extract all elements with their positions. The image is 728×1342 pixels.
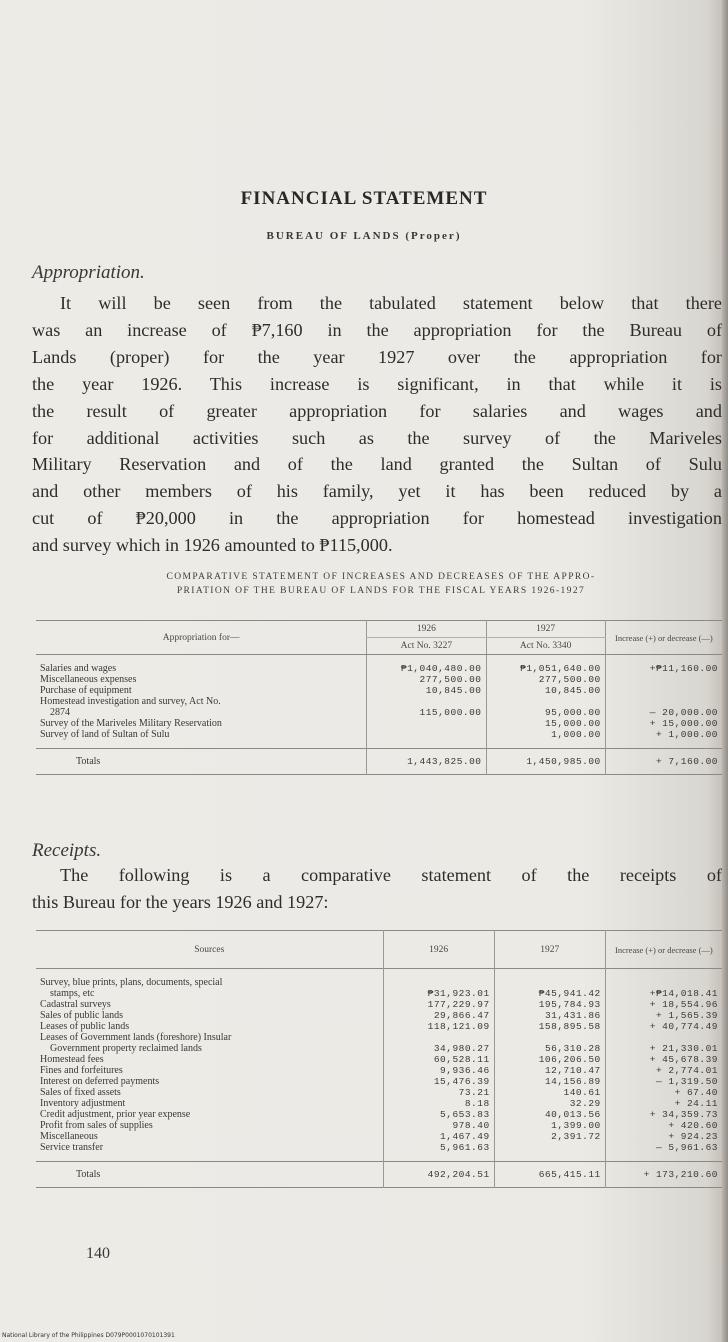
table1-totals-label: Totals <box>76 755 101 767</box>
row-value-v1926: 5,961.63 <box>383 1142 494 1153</box>
paragraph-line: and other members of his family, yet it has been reduced by a <box>32 481 722 502</box>
paragraph-line: It will be seen from the tabulated statement below that there <box>60 293 722 313</box>
row-value-v1926: 978.40 <box>383 1120 494 1131</box>
table-row <box>36 1087 722 1098</box>
row-value-change: + 24.11 <box>605 1098 722 1109</box>
row-value-v1926: 177,229.97 <box>383 999 494 1010</box>
row-value-change: +₱11,160.00 <box>605 655 722 675</box>
scan-footer: National Library of the Philippines D079P0001070101391 <box>2 1332 175 1339</box>
table2-col-1926: 1926 <box>383 931 494 969</box>
row-value-v1926: 277,500.00 <box>367 674 486 685</box>
spacer-cell <box>605 1153 722 1161</box>
table-row <box>36 969 722 989</box>
row-label: Interest on deferred payments <box>40 1076 160 1087</box>
row-value-change <box>605 969 722 989</box>
table-row <box>36 729 722 740</box>
table2-totals-change: + 173,210.60 <box>605 1161 722 1187</box>
row-value-v1927: 1,000.00 <box>486 729 605 740</box>
row-label: Salaries and wages <box>40 663 117 674</box>
table1-caption-line2: PRIATION OF THE BUREAU OF LANDS FOR THE FISCAL YEARS 1926-1927 <box>176 586 586 596</box>
table2-col-1927: 1927 <box>494 931 605 969</box>
table2-body <box>36 969 722 1162</box>
table-row <box>36 1010 722 1021</box>
row-value-change: + 18,554.96 <box>605 999 722 1010</box>
receipts-paragraph <box>32 862 722 916</box>
table-row <box>36 1065 722 1076</box>
table1-col-label: Appropriation for— <box>36 621 367 655</box>
table-row <box>36 1076 722 1087</box>
row-value-v1927 <box>494 969 605 989</box>
row-label: Survey of the Mariveles Military Reservation <box>40 718 222 729</box>
row-value-change: + 21,330.01 <box>605 1043 722 1054</box>
receipts-table <box>36 930 722 1188</box>
page-number: 140 <box>86 1245 110 1262</box>
table-row <box>36 999 722 1010</box>
row-value-v1927: 2,391.72 <box>494 1131 605 1142</box>
document-subtitle: BUREAU OF LANDS (Proper) <box>266 230 462 242</box>
table-row <box>36 1131 722 1142</box>
row-value-change: — 20,000.00 <box>605 707 722 718</box>
row-label: Leases of Government lands (foreshore) Insular <box>40 1032 232 1043</box>
row-label: Survey of land of Sultan of Sulu <box>40 729 170 740</box>
row-value-v1926: 15,476.39 <box>383 1076 494 1087</box>
row-value-v1926: 60,528.11 <box>383 1054 494 1065</box>
table-row <box>36 1142 722 1153</box>
table2-col-label: Sources <box>194 944 225 955</box>
row-value-v1927: 195,784.93 <box>494 999 605 1010</box>
table2-totals-label: Totals <box>76 1168 101 1180</box>
table-row <box>36 1043 722 1054</box>
row-value-v1926 <box>383 969 494 989</box>
spacer-cell <box>494 1153 605 1161</box>
table2-totals-1926: 492,204.51 <box>383 1161 494 1187</box>
table2-totals-1927: 665,415.11 <box>494 1161 605 1187</box>
row-value-change: + 40,774.49 <box>605 1021 722 1032</box>
appropriation-table <box>36 620 722 775</box>
row-value-change: + 34,359.73 <box>605 1109 722 1120</box>
paragraph-line: The following is a comparative statement of the receipts of <box>60 865 722 885</box>
row-value-v1926: 115,000.00 <box>367 707 486 718</box>
table-bottom-spacer <box>36 1153 722 1161</box>
row-label: Survey, blue prints, plans, documents, special <box>40 977 223 988</box>
row-label: Profit from sales of supplies <box>40 1120 153 1131</box>
row-value-v1927: 40,013.56 <box>494 1109 605 1120</box>
row-value-v1927: 1,399.00 <box>494 1120 605 1131</box>
row-value-v1927: 14,156.89 <box>494 1076 605 1087</box>
paragraph-line: the result of greater appropriation for salaries and wages and <box>32 400 722 421</box>
row-value-v1927: 106,206.50 <box>494 1054 605 1065</box>
table1-body <box>36 655 722 749</box>
row-value-v1927 <box>486 696 605 707</box>
row-value-change <box>605 696 722 707</box>
row-value-v1927: 12,710.47 <box>494 1065 605 1076</box>
table1-totals-change: + 7,160.00 <box>605 748 722 774</box>
row-value-v1927: 15,000.00 <box>486 718 605 729</box>
row-label: Purchase of equipment <box>40 685 132 696</box>
paragraph-line: Lands (proper) for the year 1927 over the appropriation for <box>32 346 722 367</box>
spacer-cell <box>36 1153 383 1161</box>
spacer-cell <box>367 740 486 748</box>
paragraph-line: for additional activities such as the survey of the Mariveles <box>32 427 722 448</box>
row-value-change: + 924.23 <box>605 1131 722 1142</box>
receipts-heading: Receipts. <box>32 840 102 861</box>
table1-caption-line1: COMPARATIVE STATEMENT OF INCREASES AND DECREASES OF THE APPRO- <box>166 572 596 582</box>
row-value-change: + 67.40 <box>605 1087 722 1098</box>
row-label: Government property reclaimed lands <box>50 1043 202 1054</box>
table-row <box>36 674 722 685</box>
paragraph-line: the year 1926. This increase is significant, in that while it is <box>32 373 722 394</box>
row-value-v1927: 158,895.58 <box>494 1021 605 1032</box>
paragraph-line: Military Reservation and of the land granted the Sultan of Sulu <box>32 454 722 475</box>
row-value-v1927: 32.29 <box>494 1098 605 1109</box>
row-value-v1927: ₱1,051,640.00 <box>486 655 605 675</box>
row-label: Miscellaneous <box>40 1131 98 1142</box>
row-value-v1927: 31,431.86 <box>494 1010 605 1021</box>
row-value-v1926 <box>367 729 486 740</box>
table1-col-1927: 1927 <box>486 621 605 638</box>
row-value-v1926 <box>383 1032 494 1043</box>
paragraph-line: was an increase of ₱7,160 in the appropriation for the Bureau of <box>32 319 722 340</box>
table-row <box>36 1054 722 1065</box>
row-value-change <box>605 685 722 696</box>
table2-col-change: Increase (+) or decrease (—) <box>605 931 722 969</box>
table-row <box>36 655 722 675</box>
row-label: Sales of public lands <box>40 1010 124 1021</box>
row-label: Homestead fees <box>40 1054 104 1065</box>
spacer-cell <box>36 740 367 748</box>
row-label: Fines and forfeitures <box>40 1065 123 1076</box>
row-value-v1926: ₱31,923.01 <box>383 988 494 999</box>
row-value-v1926: 1,467.49 <box>383 1131 494 1142</box>
row-value-v1926: ₱1,040,480.00 <box>367 655 486 675</box>
row-value-v1926: 9,936.46 <box>383 1065 494 1076</box>
table-row <box>36 1032 722 1043</box>
table-bottom-spacer <box>36 740 722 748</box>
table-row <box>36 1098 722 1109</box>
row-value-v1926: 118,121.09 <box>383 1021 494 1032</box>
appropriation-heading: Appropriation. <box>32 262 145 283</box>
row-value-change: + 45,678.39 <box>605 1054 722 1065</box>
row-value-v1927: 140.61 <box>494 1087 605 1098</box>
document-title: FINANCIAL STATEMENT <box>240 188 488 209</box>
row-value-change: — 1,319.50 <box>605 1076 722 1087</box>
row-value-change: + 420.60 <box>605 1120 722 1131</box>
spacer-cell <box>486 740 605 748</box>
row-value-v1926 <box>367 696 486 707</box>
table1-act-1926: Act No. 3227 <box>367 638 486 655</box>
row-label: Inventory adjustment <box>40 1098 126 1109</box>
table-row <box>36 1021 722 1032</box>
table1-act-1927: Act No. 3340 <box>486 638 605 655</box>
paragraph-line: cut of ₱20,000 in the appropriation for homestead investigation <box>32 508 722 529</box>
row-value-v1927 <box>494 1032 605 1043</box>
appropriation-paragraph <box>32 290 722 559</box>
row-value-v1926: 10,845.00 <box>367 685 486 696</box>
paragraph-line: this Bureau for the years 1926 and 1927: <box>32 891 329 912</box>
row-value-v1927 <box>494 1142 605 1153</box>
spacer-cell <box>383 1153 494 1161</box>
spacer-cell <box>605 740 722 748</box>
row-value-change: + 2,774.01 <box>605 1065 722 1076</box>
row-value-v1927: 56,310.28 <box>494 1043 605 1054</box>
row-value-v1927: ₱45,941.42 <box>494 988 605 999</box>
table1-totals-1926: 1,443,825.00 <box>367 748 486 774</box>
row-label: Homestead investigation and survey, Act No. <box>40 696 221 707</box>
row-value-v1927: 277,500.00 <box>486 674 605 685</box>
row-value-v1926: 73.21 <box>383 1087 494 1098</box>
row-value-change: + 1,000.00 <box>605 729 722 740</box>
row-value-change: +₱14,018.41 <box>605 988 722 999</box>
row-value-change: — 5,961.63 <box>605 1142 722 1153</box>
row-value-change <box>605 1032 722 1043</box>
row-label: Miscellaneous expenses <box>40 674 137 685</box>
row-value-v1926: 8.18 <box>383 1098 494 1109</box>
table-row <box>36 1109 722 1120</box>
row-value-change: + 15,000.00 <box>605 718 722 729</box>
table-row <box>36 685 722 696</box>
row-value-v1926 <box>367 718 486 729</box>
table-row <box>36 707 722 718</box>
row-label: stamps, etc <box>50 988 95 999</box>
table1-totals-1927: 1,450,985.00 <box>486 748 605 774</box>
table-row <box>36 696 722 707</box>
table-row <box>36 988 722 999</box>
row-label: Cadastral surveys <box>40 999 111 1010</box>
table-row <box>36 718 722 729</box>
row-value-v1926: 34,980.27 <box>383 1043 494 1054</box>
row-label: Credit adjustment, prior year expense <box>40 1109 191 1120</box>
table1-col-change: Increase (+) or decrease (—) <box>605 621 722 655</box>
row-label: Sales of fixed assets <box>40 1087 121 1098</box>
row-value-v1927: 10,845.00 <box>486 685 605 696</box>
table1-col-1926: 1926 <box>367 621 486 638</box>
row-label: 2874 <box>50 707 70 718</box>
row-value-change <box>605 674 722 685</box>
row-label: Leases of public lands <box>40 1021 130 1032</box>
table-row <box>36 1120 722 1131</box>
row-value-v1926: 29,866.47 <box>383 1010 494 1021</box>
row-label: Service transfer <box>40 1142 104 1153</box>
row-value-v1926: 5,653.83 <box>383 1109 494 1120</box>
row-value-v1927: 95,000.00 <box>486 707 605 718</box>
table1-caption <box>36 570 726 598</box>
paragraph-line: and survey which in 1926 amounted to ₱115,000. <box>32 535 393 556</box>
row-value-change: + 1,565.39 <box>605 1010 722 1021</box>
